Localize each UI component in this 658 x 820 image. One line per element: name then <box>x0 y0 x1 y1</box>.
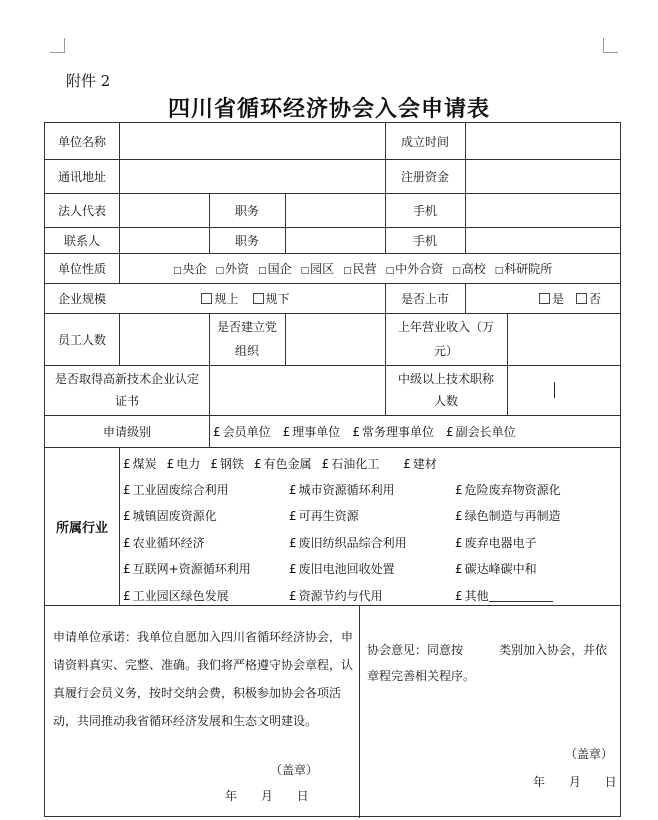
option-label: 高校 <box>461 261 486 276</box>
label-revenue: 上年营业收入（万元） <box>397 320 494 358</box>
label-staff: 员工人数 <box>57 332 106 347</box>
option-label: 建材 <box>412 457 437 471</box>
industry-option-2[interactable] <box>455 481 617 498</box>
option-label: 副会长单位 <box>455 424 516 439</box>
industry-option-12[interactable] <box>123 587 289 604</box>
option-label: 绿色制造与再制造 <box>464 509 561 524</box>
level-option-2[interactable] <box>352 423 434 440</box>
opinion-text: 协会意见：同意按 类别加入协会，并依章程完善相关程序。 <box>367 643 608 683</box>
label-founded: 成立时间 <box>400 134 449 149</box>
pledge-text: 申请单位承诺：我单位自愿加入四川省循环经济协会，申请资料真实、完整、准确。我们将严格遵守协会章程，认真履行会员义务，按时交纳会费，积极参加协会各项活动，共同推动我省循环经济发展和生态文明建设。 <box>53 630 354 728</box>
nature-options <box>123 253 619 283</box>
nature-option-2[interactable] <box>258 260 292 277</box>
option-label: 废弃电器电子 <box>464 535 537 550</box>
nature-option-7[interactable] <box>495 260 553 277</box>
industry-option-7[interactable] <box>289 534 455 551</box>
text-cursor <box>554 382 555 398</box>
pound-checkbox-icon: £ <box>321 457 330 471</box>
field-address[interactable] <box>120 160 384 192</box>
pound-checkbox-icon: □ <box>385 265 395 276</box>
field-legal-rep-mobile[interactable] <box>466 194 619 226</box>
pound-checkbox-icon: £ <box>123 509 131 524</box>
opinion-date: 年 月 日 <box>533 775 617 789</box>
industry-option-10[interactable] <box>289 560 455 577</box>
industry-option-3[interactable] <box>123 507 289 524</box>
industry-option-11[interactable] <box>455 560 617 577</box>
industry-option-basic-2[interactable] <box>210 455 244 472</box>
pound-checkbox-icon: □ <box>494 265 504 276</box>
pound-checkbox-icon: £ <box>210 457 218 471</box>
field-contact-position[interactable] <box>286 228 384 252</box>
industry-option-1[interactable] <box>289 481 455 498</box>
field-legal-rep[interactable] <box>120 194 208 226</box>
pound-checkbox-icon: £ <box>166 457 175 471</box>
pound-checkbox-icon: □ <box>258 265 267 276</box>
field-contact[interactable] <box>120 228 208 252</box>
option-label: 否 <box>588 291 601 306</box>
industry-option-14[interactable] <box>455 587 617 604</box>
label-unit-name: 单位名称 <box>57 134 106 149</box>
industry-option-basic-3[interactable] <box>254 455 312 472</box>
page-title: 四川省循环经济协会入会申请表 <box>167 96 490 122</box>
option-label: 电力 <box>176 457 201 471</box>
label-listed: 是否上市 <box>400 291 449 306</box>
pound-checkbox-icon: £ <box>403 457 411 471</box>
level-options <box>213 415 619 447</box>
industry-option-13[interactable] <box>289 587 455 604</box>
checkbox-icon <box>253 293 264 304</box>
pound-checkbox-icon: £ <box>289 535 297 550</box>
option-label: 园区 <box>310 261 335 276</box>
industry-option-4[interactable] <box>289 507 455 524</box>
pound-checkbox-icon: £ <box>289 588 297 603</box>
label-scale: 企业规模 <box>57 291 106 306</box>
scale-options <box>120 283 385 313</box>
option-label: 农业循环经济 <box>132 535 205 550</box>
option-label: 有色金属 <box>263 457 312 471</box>
pound-checkbox-icon: £ <box>289 482 297 497</box>
pound-checkbox-icon: £ <box>455 509 463 524</box>
option-label: 工业固废综合利用 <box>132 482 229 497</box>
nature-option-4[interactable] <box>343 260 377 277</box>
industry-options <box>123 451 617 601</box>
pound-checkbox-icon: □ <box>300 265 310 276</box>
opinion-seal: （盖章） <box>565 747 614 761</box>
listed-option-0[interactable] <box>539 290 564 307</box>
pound-checkbox-icon: £ <box>282 424 291 439</box>
option-label: 互联网+资源循环利用 <box>132 562 251 577</box>
pound-checkbox-icon: £ <box>253 457 262 471</box>
industry-grid <box>123 476 617 609</box>
option-label: 规上 <box>214 291 239 306</box>
pound-checkbox-icon: £ <box>455 588 463 603</box>
label-contact: 联系人 <box>63 233 100 248</box>
pound-checkbox-icon: £ <box>352 424 360 439</box>
option-label: 钢铁 <box>219 457 244 471</box>
pound-checkbox-icon: £ <box>123 457 131 471</box>
level-option-3[interactable] <box>446 423 516 440</box>
option-label: 其他 <box>464 588 489 603</box>
option-label: 工业园区绿色发展 <box>132 588 229 603</box>
crop-mark-top-left <box>50 38 65 53</box>
level-option-0[interactable] <box>213 423 271 440</box>
field-unit-name[interactable] <box>120 124 384 158</box>
label-tech-staff: 中级以上技术职称人数 <box>397 372 494 408</box>
label-hightech: 是否取得高新技术企业认定证书 <box>55 372 200 408</box>
field-contact-mobile[interactable] <box>466 228 619 252</box>
label-legal-rep-position: 职务 <box>234 203 259 218</box>
option-label: 央企 <box>182 261 207 276</box>
pound-checkbox-icon: £ <box>213 424 221 439</box>
industry-option-5[interactable] <box>455 507 617 524</box>
label-address: 通讯地址 <box>57 169 106 184</box>
pound-checkbox-icon: £ <box>123 482 131 497</box>
other-blank-field[interactable] <box>489 590 553 602</box>
pound-checkbox-icon: £ <box>123 588 131 603</box>
option-label: 理事单位 <box>292 424 341 439</box>
pound-checkbox-icon: □ <box>215 265 225 276</box>
option-label: 危险废弃物资源化 <box>464 482 561 497</box>
label-level: 申请级别 <box>102 424 151 439</box>
option-label: 城镇固废资源化 <box>132 509 217 524</box>
label-legal-rep-mobile: 手机 <box>412 203 437 218</box>
industry-option-basic-4[interactable] <box>322 455 380 472</box>
label-capital: 注册资金 <box>400 169 449 184</box>
pound-checkbox-icon: □ <box>173 265 182 276</box>
option-label: 科研院所 <box>504 261 553 276</box>
industry-option-9[interactable] <box>123 560 289 577</box>
option-label: 是 <box>551 291 564 306</box>
pound-checkbox-icon: £ <box>289 562 297 577</box>
field-legal-rep-position[interactable] <box>286 194 384 226</box>
label-legal-rep: 法人代表 <box>57 203 106 218</box>
industry-option-6[interactable] <box>123 534 289 551</box>
nature-option-6[interactable] <box>452 260 486 277</box>
pound-checkbox-icon: £ <box>455 482 463 497</box>
option-label: 城市资源循环利用 <box>298 482 395 497</box>
option-label: 废旧电池回收处置 <box>298 562 395 577</box>
field-revenue[interactable] <box>508 314 619 364</box>
checkbox-icon <box>539 293 550 304</box>
pound-checkbox-icon: □ <box>343 265 352 276</box>
label-industry: 所属行业 <box>55 520 108 536</box>
option-label: 可再生资源 <box>298 509 359 524</box>
option-label: 资源节约与代用 <box>298 588 383 603</box>
pound-checkbox-icon: £ <box>455 535 463 550</box>
option-label: 中外合资 <box>395 261 444 276</box>
option-label: 石油化工 <box>331 457 380 471</box>
option-label: 外资 <box>225 261 250 276</box>
pledge-seal: （盖章） <box>270 763 319 777</box>
level-option-1[interactable] <box>283 423 341 440</box>
option-label: 会员单位 <box>222 424 271 439</box>
scale-option-1[interactable] <box>253 290 290 307</box>
industry-option-0[interactable] <box>123 481 289 498</box>
checkbox-icon <box>201 293 212 304</box>
pound-checkbox-icon: £ <box>289 509 297 524</box>
option-label: 常务理事单位 <box>361 424 434 439</box>
nature-option-5[interactable] <box>386 260 444 277</box>
attachment-label: 附件 2 <box>66 72 111 90</box>
label-contact-mobile: 手机 <box>412 233 437 248</box>
industry-option-basic-1[interactable] <box>167 455 201 472</box>
field-capital[interactable] <box>466 160 619 192</box>
field-hightech[interactable] <box>210 366 384 414</box>
field-party-org[interactable] <box>286 314 384 364</box>
industry-row <box>123 451 617 476</box>
pound-checkbox-icon: £ <box>445 424 454 439</box>
crop-mark-top-right <box>603 38 618 53</box>
field-tech-staff[interactable] <box>508 366 619 414</box>
option-label: 碳达峰碳中和 <box>464 562 537 577</box>
pound-checkbox-icon: £ <box>455 562 463 577</box>
pledge-date: 年 月 日 <box>225 789 309 803</box>
listed-option-1[interactable] <box>576 290 601 307</box>
option-label: 废旧纺织品综合利用 <box>298 535 407 550</box>
pound-checkbox-icon: £ <box>123 562 131 577</box>
listed-options <box>466 283 619 313</box>
option-label: 煤炭 <box>132 457 157 471</box>
label-contact-position: 职务 <box>234 233 259 248</box>
nature-option-0[interactable] <box>173 260 207 277</box>
option-label: 民营 <box>352 261 377 276</box>
option-label: 国企 <box>267 261 292 276</box>
field-founded[interactable] <box>466 124 619 158</box>
industry-option-basic-5[interactable] <box>403 455 437 472</box>
label-nature: 单位性质 <box>57 261 106 276</box>
pound-checkbox-icon: □ <box>452 265 461 276</box>
nature-option-3[interactable] <box>301 260 335 277</box>
checkbox-icon <box>576 293 587 304</box>
industry-option-basic-0[interactable] <box>123 455 157 472</box>
pound-checkbox-icon: £ <box>123 535 131 550</box>
label-party-org: 是否建立党组织 <box>216 320 277 358</box>
application-form-grid <box>44 122 621 817</box>
scale-option-0[interactable] <box>201 290 238 307</box>
option-label: 规下 <box>265 291 290 306</box>
nature-option-1[interactable] <box>216 260 250 277</box>
field-staff[interactable] <box>120 314 208 364</box>
industry-option-8[interactable] <box>455 534 617 551</box>
